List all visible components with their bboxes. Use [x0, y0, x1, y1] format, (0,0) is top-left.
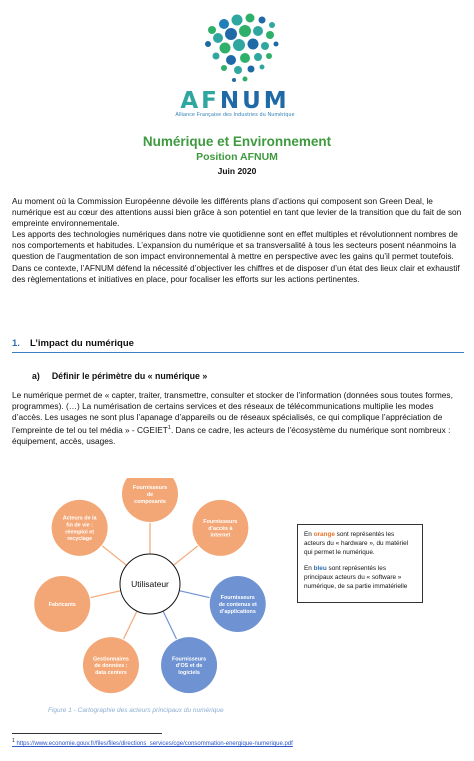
diagram-node	[161, 637, 217, 693]
section-heading-1	[12, 338, 464, 353]
diagram-node-label: Gestionnaires de données : data centers	[92, 656, 129, 676]
subsection-title: Définir le périmètre du « numérique »	[51, 371, 208, 381]
intro-text	[12, 196, 464, 285]
diagram-spoke	[124, 611, 137, 639]
diagram-node-label: Fournisseurs de contenus et d’applications	[218, 595, 257, 615]
diagram-spoke	[91, 591, 121, 598]
diagram-node	[122, 478, 178, 522]
document-title: Numérique et Environnement	[142, 134, 332, 149]
legend-blue-word: bleu	[313, 564, 327, 572]
diagram-spoke	[163, 611, 176, 639]
intro-paragraph-1: Au moment où la Commission Européenne dévoile les différents plans d’actions qui composent son Green Deal, le numérique est au cœur des attentions aussi bien grâce à son potentiel en tant que levier de la transition que du fait de son empreinte environnementale.	[12, 196, 462, 229]
diagram-center	[120, 554, 180, 614]
legend-text: sont représentés les acteurs du « hardware », du matériel qui permet le numérique.	[304, 531, 409, 557]
footnote-reference[interactable]: 1	[167, 425, 171, 431]
diagram-legend	[297, 524, 423, 603]
logo-wordmark	[150, 88, 320, 114]
diagram-node	[52, 500, 108, 556]
intro-paragraph-2: Les apports des technologies numériques dans notre vie quotidienne sont en effet multiples et révolutionnent nombres de nos comportements et habitudes. L’expansion du numérique et sa transversalité à tous les secteurs posent néanmoins la question de l’augmentation de son impact environnemental à mettre en perspective avec les gains qu’il permet toutefois.	[12, 229, 458, 262]
diagram-node-label: Acteurs de la fin de vie : réemploi et recyclage	[62, 515, 97, 543]
legend-text: En	[304, 531, 314, 538]
center-label: Utilisateur	[131, 579, 169, 589]
legend-text: sont représentés les principaux acteurs du « software » numérique, de sa partie immatérielle	[304, 564, 408, 591]
legend-orange	[304, 530, 416, 558]
footnote-divider	[12, 733, 162, 734]
document-date: Juin 2020	[217, 166, 257, 176]
subsection-heading-a	[32, 371, 207, 381]
section-number: 1.	[12, 338, 20, 349]
logo-dots-icon	[150, 4, 320, 90]
diagram-spoke	[102, 546, 126, 565]
document-subtitle: Position AFNUM	[196, 151, 278, 163]
diagram-node	[34, 576, 90, 632]
body-text: Le numérique permet de « capter, traiter, transmettre, consulter et stocker de l’information (données sous toutes formes, programmes). (…) La numérisation de certains services et des réseaux de télécommunications multiplie les modes d’accès. Les usages ne sont plus l’apanage d’appareils ou de réseaux spécialisés, ce qui complique l’appréciation de l’empreinte de tel ou tel média » - CGEIET	[12, 390, 453, 435]
intro-paragraph-3: Dans ce contexte, l’AFNUM défend la nécessité d’objectiver les chiffres et de disposer d’un état des lieux clair et exhaustif des règlementations et initiatives en place, pour focaliser les efforts sur les actions pertinentes.	[12, 262, 460, 284]
logo-word-af: AF	[180, 88, 220, 114]
legend-blue	[304, 564, 416, 592]
section-title: L’impact du numérique	[29, 338, 134, 349]
body-paragraph	[12, 390, 464, 447]
legend-text: En	[304, 564, 314, 572]
diagram-node-label: Fournisseurs de composants	[132, 485, 168, 505]
logo-tagline: Alliance Française des Industries du Numérique	[175, 112, 295, 118]
footnote-link[interactable]: https://www.economie.gouv.fr/files/files/directions_services/cge/consommation-energique-numerique.pdf	[16, 741, 293, 747]
afnum-logo	[150, 4, 320, 122]
footnote-number: 1	[12, 738, 15, 744]
legend-orange-word: orange	[313, 531, 335, 538]
diagram-node	[83, 637, 139, 693]
diagram-node-label: Fabricants	[48, 602, 76, 609]
diagram-node-label: Fournisseurs d’accès à internet	[203, 519, 238, 539]
diagram-spoke	[179, 591, 209, 598]
diagram-spoke	[173, 546, 197, 565]
logo-word-num: NUM	[219, 88, 290, 114]
body-text-after: . Dans ce cadre, les acteurs de l’écosystème du numérique sont nombreux : équipement, accès, usages.	[12, 424, 451, 446]
footnote	[12, 738, 293, 747]
subsection-number: a)	[32, 371, 40, 381]
diagram-node-label: Fournisseurs d’OS et de logiciels	[171, 656, 207, 676]
actors-diagram	[30, 478, 280, 706]
diagram-node	[192, 500, 248, 556]
diagram-node	[210, 576, 266, 632]
figure-caption: Figure 1 - Cartographie des acteurs principaux du numérique	[48, 707, 224, 714]
